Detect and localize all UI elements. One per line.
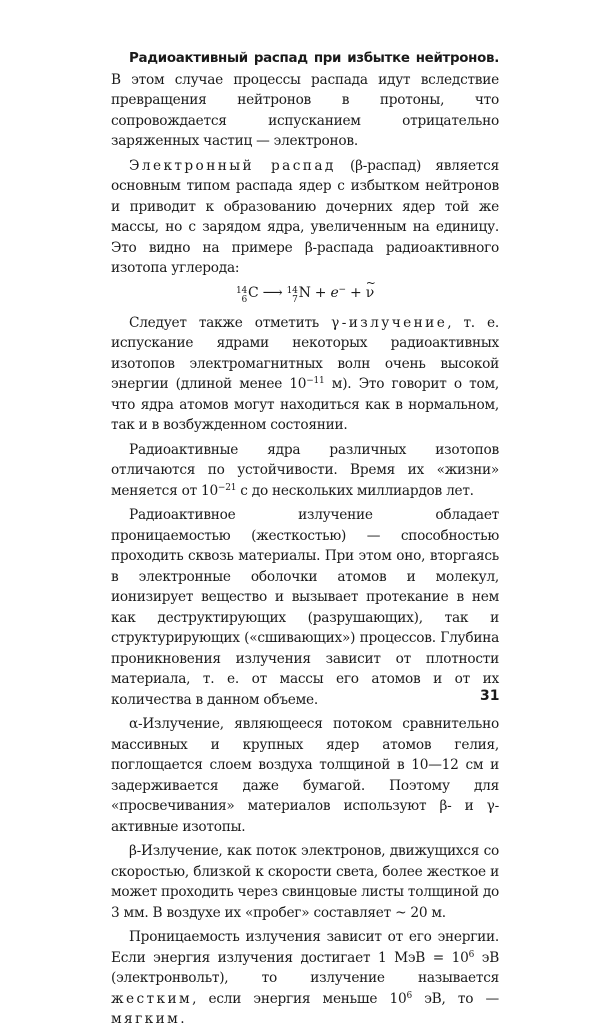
paragraph: Радиоактивный распад при избытке нейтронов. В этом случае процессы распада идут вследствие превращения нейтронов в протоны, что сопровождается испусканием отрицательно заряженных частиц — электронов. <box>111 51 499 149</box>
arrow-icon: ⟶ <box>262 284 283 301</box>
page-number: 31 <box>480 688 500 704</box>
paragraph: Проницаемость излучения зависит от его энергии. Если энергия излучения достигает 1 МэВ = $10^6$ эВ (электронвольт), то излучение называется жестким, если энергия меньше $10^6$ эВ, то — мягким. <box>111 929 500 1027</box>
paragraph: α-Излучение, являющееся потоком сравнительно массивных и крупных ядер атомов гелия, поглощается слоем воздуха толщиной в 10—12 см и задерживается даже бумагой. Поэтому для «просвечивания» материалов используют β- и γ-активные изотопы. <box>111 716 499 835</box>
paragraph: Следует также отметить γ-излучение, т. е. испускание ядрами некоторых радиоактивных изотопов электромагнитных волн очень высокой энергии (длиной менее $10^{-11}$ м). Это говорит о том, что ядра атомов могут находиться как в нормальном, так и в возбужденном состоянии. <box>111 314 499 433</box>
paragraph: Электронный распад (β-распад) является основным типом распада ядер с избытком нейтронов и приводит к образованию дочерних ядер той же массы, но с зарядом ядра, увеличенным на единицу. Это видно на примере β-распада радиоактивного изотопа углерода: <box>111 157 499 276</box>
paragraph: β-Излучение, как поток электронов, движущихся со скоростью, близкой к скорости света, более жесткое и может проходить через свинцовые листы толщиной до 3 мм. В воздухе их «пробег» составляет ~ 20 м. <box>111 843 499 921</box>
section-heading: Радиоактивный распад при избытке нейтронов. <box>129 51 499 66</box>
spaced-term: мягким <box>111 1011 181 1027</box>
decay-formula: 14 6 C ⟶ 14 7 N + e− + ~ ν <box>111 283 499 305</box>
body-text <box>111 48 499 1034</box>
isotope-indices: 14 6 <box>236 285 247 305</box>
isotope-indices: 14 7 <box>286 285 298 305</box>
antineutrino-symbol: ~ ν <box>366 283 374 304</box>
paragraph: Радиоактивные ядра различных изотопов отличаются по устойчивости. Время их «жизни» меняется от $10^{-21}$ с до нескольких миллиардов лет. <box>111 441 499 499</box>
spaced-term: γ-излучение <box>331 314 448 331</box>
paragraph: Радиоактивное излучение обладает проницаемостью (жесткостью) — способностью проходить сквозь материалы. При этом оно, вторгаясь в электронные оболочки атомов и молекул, ионизирует вещество и вызывает протекание в нем как деструктирующих (разрушающих), так и структурирующих («сшивающих») процессов. Глубина проникновения излучения зависит от плотности материала, т. е. от массы его атомов и от их количества в данном объеме. <box>111 507 499 708</box>
spaced-term: жестким <box>111 990 193 1007</box>
spaced-term: Электронный распад <box>129 157 336 174</box>
